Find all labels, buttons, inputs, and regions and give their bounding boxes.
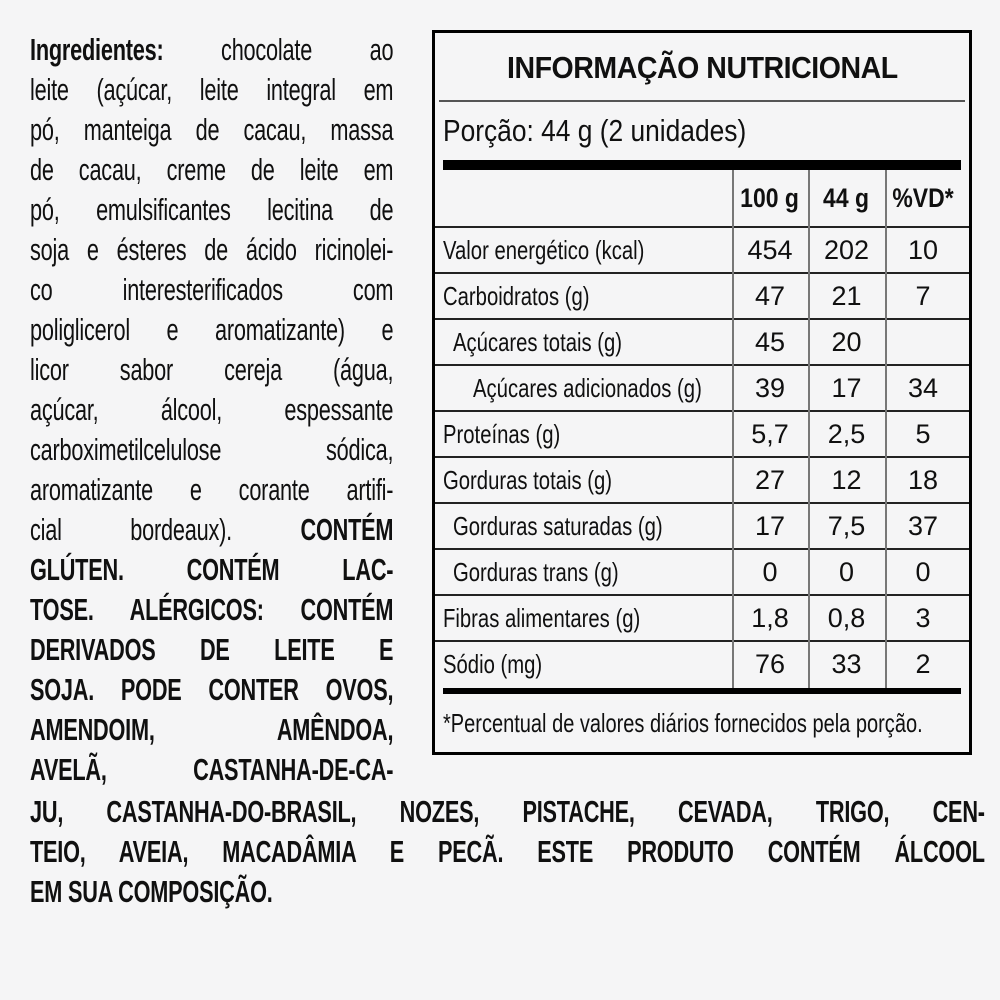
ingredients-line [30, 630, 393, 670]
footnote-text: *Percentual de valores diários fornecidos pela porção. [443, 707, 923, 738]
ingredients-text: poliglicerol e aromatizante) e [30, 312, 394, 347]
value-100g: 5,7 [751, 418, 789, 449]
ingredients-line [30, 230, 393, 270]
ingredients-text: licor sabor cereja (água, [30, 352, 394, 387]
value-44g: 0 [838, 556, 855, 587]
footnote-row [435, 696, 969, 750]
nutrient-label: Açúcares totais (g) [453, 326, 623, 357]
ingredients-line [30, 750, 393, 790]
value-vd: 0 [915, 556, 931, 587]
nutrient-row [435, 320, 969, 366]
ingredients-text: co interesterificados com [30, 272, 394, 307]
value-100g: 27 [754, 464, 786, 495]
header-cell-44g: 44 g [823, 182, 870, 213]
value-100g: 45 [754, 326, 786, 357]
ingredients-line [30, 70, 393, 110]
value-44g: 0,8 [827, 602, 866, 633]
ingredients-line [30, 30, 393, 70]
value-44g: 12 [831, 464, 862, 495]
value-44g: 202 [823, 234, 870, 265]
value-100g: 0 [762, 556, 778, 587]
ingredients-line [30, 510, 393, 550]
nutrient-row [435, 642, 969, 686]
nutrient-label: Carboidratos (g) [443, 280, 590, 311]
ingredients-paragraph-wide [30, 792, 985, 912]
nutrition-table [432, 30, 972, 755]
ingredients-text-bold: DERIVADOS DE LEITE E [30, 632, 394, 667]
value-100g: 39 [754, 372, 786, 403]
value-44g: 33 [831, 648, 862, 679]
nutrient-label: Sódio (mg) [443, 648, 543, 679]
ingredients-line [30, 430, 393, 470]
ingredients-line [30, 670, 393, 710]
ingredients-text: de cacau, creme de leite em [30, 152, 394, 187]
value-vd: 3 [915, 602, 931, 633]
portion-text: Porção: 44 g (2 unidades) [443, 113, 747, 148]
ingredients-text-bold: EM SUA COMPOSIÇÃO. [30, 874, 273, 909]
ingredients-text-bold: TOSE. ALÉRGICOS: CONTÉM [30, 592, 394, 627]
table-body [435, 228, 969, 686]
nutrient-row [435, 550, 969, 596]
header-cell-100g: 100 g [740, 182, 800, 213]
ingredients-text: carboximetilcelulose sódica, [30, 432, 394, 467]
ingredients-line [30, 550, 393, 590]
nutrition-table-header [435, 37, 969, 99]
column-divider-1 [732, 170, 734, 688]
ingredients-text: pó, manteiga de cacau, massa [30, 112, 394, 147]
nutrient-row [435, 504, 969, 550]
nutrient-label: Fibras alimentares (g) [443, 602, 641, 633]
value-vd: 10 [907, 234, 939, 265]
value-44g: 17 [831, 372, 862, 403]
ingredients-text-bold: AMENDOIM, AMÊNDOA, [30, 712, 394, 747]
nutrient-label: Valor energético (kcal) [443, 234, 645, 265]
ingredients-text-bold: SOJA. PODE CONTER OVOS, [30, 672, 394, 707]
ingredients-text: chocolate ao [163, 32, 394, 67]
ingredients-text-bold: JU, CASTANHA-DO-BRASIL, NOZES, PISTACHE, CEVADA, TRIGO, CEN- [30, 794, 985, 829]
ingredients-text-bold: Ingredientes: [30, 32, 164, 67]
ingredients-line [30, 792, 985, 832]
value-100g: 47 [754, 280, 786, 311]
ingredients-line [30, 710, 393, 750]
ingredients-text: aromatizante e corante artifi- [30, 472, 394, 507]
value-100g: 454 [747, 234, 793, 265]
nutrient-label: Açúcares adicionados (g) [473, 372, 702, 403]
ingredients-line [30, 150, 393, 190]
nutrient-label: Gorduras totais (g) [443, 464, 613, 495]
ingredients-line [30, 832, 985, 872]
value-44g: 7,5 [827, 510, 866, 541]
value-44g: 20 [831, 326, 862, 357]
nutrient-row [435, 458, 969, 504]
ingredients-paragraph [30, 30, 393, 790]
ingredients-text-bold: TEIO, AVEIA, MACADÂMIA E PECÃ. ESTE PRODUTO CONTÉM ÁLCOOL [30, 834, 985, 869]
header-cell-vd: %VD* [892, 182, 954, 213]
ingredients-line [30, 110, 393, 150]
nutrient-row [435, 274, 969, 320]
ingredients-text-bold: AVELÃ, CASTANHA-DE-CA- [30, 752, 394, 787]
column-divider-3 [885, 170, 887, 688]
table-header-row [435, 170, 969, 228]
ingredients-text-bold: CONTÉM [300, 512, 394, 547]
nutrient-label: Proteínas (g) [443, 418, 561, 449]
value-vd: 2 [915, 648, 931, 679]
ingredients-line [30, 350, 393, 390]
value-vd: 7 [915, 280, 931, 311]
ingredients-text: pó, emulsificantes lecitina de [30, 192, 394, 227]
nutrient-row [435, 596, 969, 642]
value-vd: 37 [907, 510, 939, 541]
nutrient-row [435, 228, 969, 274]
nutrient-label: Gorduras trans (g) [453, 556, 619, 587]
column-divider-2 [808, 170, 810, 688]
value-vd: 18 [907, 464, 939, 495]
value-100g: 1,8 [751, 602, 789, 633]
thick-bar-top [443, 160, 961, 170]
thick-bar-bottom [443, 688, 961, 694]
ingredients-line [30, 470, 393, 510]
ingredients-text: leite (açúcar, leite integral em [30, 72, 394, 107]
nutrient-row [435, 412, 969, 458]
portion-row [435, 102, 969, 160]
ingredients-line [30, 390, 393, 430]
value-100g: 76 [754, 648, 786, 679]
ingredients-text: cial bordeaux). [30, 512, 301, 547]
ingredients-line [30, 590, 393, 630]
nutrient-row [435, 366, 969, 412]
ingredients-text-bold: GLÚTEN. CONTÉM LAC- [30, 552, 394, 587]
value-44g: 2,5 [827, 418, 866, 449]
value-44g: 21 [831, 280, 862, 311]
ingredients-line [30, 270, 393, 310]
nutrient-label: Gorduras saturadas (g) [453, 510, 663, 541]
ingredients-line [30, 310, 393, 350]
value-vd: 34 [907, 372, 939, 403]
ingredients-text: soja e ésteres de ácido ricinolei- [30, 232, 394, 267]
ingredients-text: açúcar, álcool, espessante [30, 392, 394, 427]
ingredients-line [30, 190, 393, 230]
value-100g: 17 [754, 510, 786, 541]
ingredients-line [30, 872, 985, 912]
value-vd: 5 [915, 418, 931, 449]
nutrition-table-title: INFORMAÇÃO NUTRICIONAL [506, 50, 898, 85]
